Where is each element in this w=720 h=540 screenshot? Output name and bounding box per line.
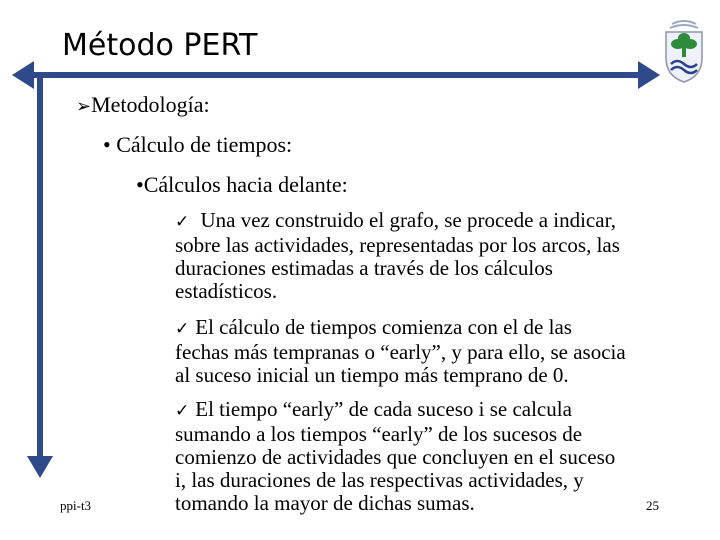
paragraph-line: al suceso inicial un tiempo más temprano de 0. (175, 363, 569, 387)
paragraph-2 (175, 316, 695, 387)
bullet-metodologia (76, 92, 210, 120)
check-mark-icon: ✓ (175, 401, 190, 421)
paragraph-line: ✓ El tiempo “early” de cada suceso i se calcula (175, 397, 572, 421)
check-mark-icon: ✓ (175, 319, 190, 339)
down-arrowhead-icon (27, 456, 53, 478)
footer-code: ppi-t3 (60, 498, 92, 513)
bullet-label: Cálculo de tiempos: (116, 132, 293, 157)
dot-bullet-icon: • (136, 172, 144, 197)
page-number: 25 (646, 498, 659, 513)
paragraph-line: fechas más tempranas o “early”, y para ello, se asocia (175, 340, 626, 364)
paragraph-line: tomando la mayor de dichas sumas. (175, 491, 475, 515)
paragraph-line: i, las duraciones de las respectivas actividades, y (175, 468, 584, 492)
paragraph-3 (175, 398, 695, 515)
paragraph-line: ✓ Una vez construido el grafo, se procede a indicar, (175, 208, 616, 232)
dot-bullet-icon: • (103, 132, 111, 157)
bullet-calculos-delante (136, 172, 348, 198)
right-arrowhead-icon (638, 61, 660, 89)
bullet-label: Cálculos hacia delante: (143, 172, 348, 197)
paragraph-1 (175, 209, 695, 303)
paragraph-line: comienzo de actividades que concluyen en el suceso (175, 445, 616, 469)
paragraph-line: sumando a los tiempos “early” de los sucesos de (175, 422, 583, 446)
paragraph-line: sobre las actividades, representadas por los arcos, las (175, 233, 620, 257)
arrow-bullet-icon: ➢ (76, 96, 92, 117)
bullet-calculo-tiempos (103, 132, 292, 158)
paragraph-line: duraciones estimadas a través de los cálculos (175, 256, 553, 280)
paragraph-line: estadísticos. (175, 279, 278, 303)
bullet-label: Metodología: (91, 92, 210, 117)
university-crest-icon (658, 14, 710, 84)
slide-title: Método PERT (62, 28, 258, 63)
check-mark-icon: ✓ (175, 212, 190, 232)
left-arrowhead-icon (12, 61, 34, 89)
paragraph-line: ✓ El cálculo de tiempos comienza con el de las (175, 315, 572, 339)
